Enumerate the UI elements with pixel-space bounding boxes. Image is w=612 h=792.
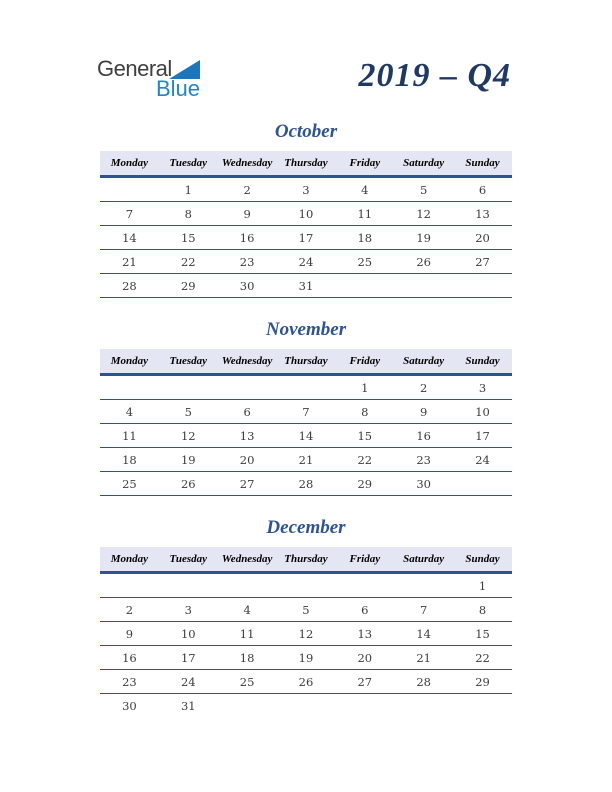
week-row: [100, 472, 512, 496]
week-row: [100, 448, 512, 472]
calendar-cell: 16: [218, 226, 277, 250]
calendar-cell: 11: [218, 622, 277, 646]
logo-text-blue: Blue: [155, 76, 200, 101]
weekday-header-row: [100, 349, 512, 375]
calendar-cell: 15: [453, 622, 512, 646]
calendar-cell: 5: [159, 400, 218, 424]
calendar-cell: 6: [335, 598, 394, 622]
calendar-cell: 2: [100, 598, 159, 622]
week-row: [100, 250, 512, 274]
calendar-cell: 19: [159, 448, 218, 472]
page-title: 2019 – Q4: [358, 57, 511, 94]
week-row: [100, 622, 512, 646]
calendar-cell: 10: [453, 400, 512, 424]
calendar-cell: 17: [159, 646, 218, 670]
calendar-cell: [453, 472, 512, 496]
week-row: [100, 573, 512, 598]
calendar-cell: [277, 375, 336, 400]
calendar-cell: [159, 375, 218, 400]
weekday-header-cell: Thursday: [277, 547, 336, 573]
calendar-cell: 8: [453, 598, 512, 622]
calendar-cell: [277, 694, 336, 718]
weekday-header-cell: Tuesday: [159, 349, 218, 375]
page-header: [97, 58, 511, 108]
calendar-cell: 30: [122, 698, 137, 713]
calendar-cell: 25: [100, 472, 159, 496]
calendar-cell: 27: [218, 472, 277, 496]
month-title: October: [274, 121, 338, 142]
calendar-cell: 21: [100, 250, 159, 274]
calendar-cell: 14: [277, 424, 336, 448]
weekday-header-cell: Monday: [100, 547, 159, 573]
calendar-cell: 22: [159, 250, 218, 274]
calendar-cell: [453, 274, 512, 298]
weekday-header-cell: Sunday: [453, 547, 512, 573]
logo-text-general: General: [97, 56, 172, 81]
weekday-header-cell: Saturday: [394, 349, 453, 375]
calendar-cell: 2: [394, 375, 453, 400]
week-row: [100, 274, 512, 298]
calendar-cell: 29: [335, 472, 394, 496]
calendar-cell: 22: [335, 448, 394, 472]
calendar-cell: 8: [159, 202, 218, 226]
calendar-cell: 17: [277, 226, 336, 250]
calendar-cell: [218, 573, 277, 598]
weekday-header-cell: Friday: [335, 349, 394, 375]
calendar-cell: 24: [159, 670, 218, 694]
calendar-cell: 28: [277, 472, 336, 496]
week-row: [100, 670, 512, 694]
calendar-cell: 10: [277, 202, 336, 226]
calendar-cell: 26: [394, 250, 453, 274]
calendar-cell: 24: [277, 250, 336, 274]
calendar-cell: 23: [100, 670, 159, 694]
month-section: [100, 319, 512, 496]
month-section: [100, 517, 512, 717]
calendar-cell: 19: [394, 226, 453, 250]
calendar-cell: 4: [335, 177, 394, 202]
calendar-cell: 16: [394, 424, 453, 448]
weekday-header-row: [100, 547, 512, 573]
months-container: [100, 121, 512, 717]
calendar-cell: 6: [218, 400, 277, 424]
calendar-cell: [335, 274, 394, 298]
calendar-cell: 22: [453, 646, 512, 670]
calendar-cell: [159, 573, 218, 598]
calendar-cell: 4: [100, 400, 159, 424]
calendar-cell: 23: [394, 448, 453, 472]
calendar-cell: [100, 573, 159, 598]
calendar-cell: 9: [218, 202, 277, 226]
calendar-cell: 12: [394, 202, 453, 226]
calendar-cell: 20: [218, 448, 277, 472]
calendar-cell: 16: [100, 646, 159, 670]
calendar-cell: 12: [277, 622, 336, 646]
calendar-cell: 31: [277, 274, 336, 298]
calendar-cell: [277, 573, 336, 598]
calendar-cell: 9: [394, 400, 453, 424]
calendar-cell: [394, 694, 453, 718]
week-row: [100, 694, 512, 718]
calendar-cell: [394, 573, 453, 598]
month-section: [100, 121, 512, 298]
weekday-header-cell: Monday: [100, 151, 159, 177]
calendar-cell: 2: [218, 177, 277, 202]
week-row: [100, 202, 512, 226]
calendar-table: [100, 547, 512, 717]
calendar-cell: 7: [394, 598, 453, 622]
calendar-cell: [100, 177, 159, 202]
calendar-cell: 5: [394, 177, 453, 202]
weekday-header-cell: Friday: [335, 547, 394, 573]
weekday-header-cell: Sunday: [453, 151, 512, 177]
calendar-cell: 20: [335, 646, 394, 670]
calendar-cell: 28: [100, 274, 159, 298]
calendar-cell: 11: [100, 424, 159, 448]
calendar-cell: 11: [335, 202, 394, 226]
weekday-header-cell: Wednesday: [218, 349, 277, 375]
calendar-cell: 21: [394, 646, 453, 670]
calendar-cell: 7: [100, 202, 159, 226]
calendar-cell: 23: [218, 250, 277, 274]
weekday-header-cell: Wednesday: [218, 547, 277, 573]
calendar-cell: 13: [453, 202, 512, 226]
weekday-header-cell: Wednesday: [218, 151, 277, 177]
calendar-cell: 3: [159, 598, 218, 622]
calendar-cell: 1: [453, 573, 512, 598]
calendar-cell: 18: [335, 226, 394, 250]
calendar-cell: [218, 375, 277, 400]
calendar-cell: 1: [335, 375, 394, 400]
week-row: [100, 226, 512, 250]
calendar-cell: 21: [277, 448, 336, 472]
calendar-cell: 24: [453, 448, 512, 472]
calendar-cell: 3: [277, 177, 336, 202]
calendar-cell: 18: [218, 646, 277, 670]
calendar-cell: 15: [335, 424, 394, 448]
calendar-cell: 26: [277, 670, 336, 694]
week-row: [100, 424, 512, 448]
calendar-cell: 10: [159, 622, 218, 646]
calendar-cell: 20: [453, 226, 512, 250]
calendar-cell: 27: [453, 250, 512, 274]
week-row: [100, 375, 512, 400]
calendar-cell: [100, 375, 159, 400]
weekday-header-row: [100, 151, 512, 177]
calendar-cell: 25: [218, 670, 277, 694]
calendar-table: [100, 349, 512, 496]
calendar-cell: [218, 694, 277, 718]
weekday-header-cell: Tuesday: [159, 547, 218, 573]
calendar-cell: 9: [100, 622, 159, 646]
week-row: [100, 598, 512, 622]
week-row: [100, 400, 512, 424]
calendar-cell: 29: [159, 274, 218, 298]
calendar-cell: 7: [277, 400, 336, 424]
weekday-header-cell: Monday: [100, 349, 159, 375]
week-row: [100, 177, 512, 202]
calendar-cell: 14: [394, 622, 453, 646]
weekday-header-cell: Thursday: [277, 349, 336, 375]
calendar-cell: 17: [453, 424, 512, 448]
calendar-cell: [335, 694, 394, 718]
weekday-header-cell: Tuesday: [159, 151, 218, 177]
calendar-cell: 15: [159, 226, 218, 250]
calendar-cell: [453, 694, 512, 718]
calendar-cell: 31: [180, 698, 196, 713]
weekday-header-cell: Thursday: [277, 151, 336, 177]
week-row: [100, 646, 512, 670]
calendar-cell: 30: [394, 472, 453, 496]
month-title: November: [265, 319, 347, 340]
weekday-header-cell: Friday: [335, 151, 394, 177]
calendar-cell: 8: [335, 400, 394, 424]
weekday-header-cell: Saturday: [394, 151, 453, 177]
calendar-cell: 14: [100, 226, 159, 250]
calendar-cell: 26: [159, 472, 218, 496]
calendar-cell: 29: [453, 670, 512, 694]
calendar-cell: [335, 573, 394, 598]
weekday-header-cell: Sunday: [453, 349, 512, 375]
calendar-cell: 27: [335, 670, 394, 694]
calendar-cell: 4: [218, 598, 277, 622]
month-title: December: [266, 517, 346, 538]
calendar-cell: 19: [277, 646, 336, 670]
calendar-cell: 25: [335, 250, 394, 274]
calendar-cell: 30: [218, 274, 277, 298]
calendar-cell: 3: [453, 375, 512, 400]
weekday-header-cell: Saturday: [394, 547, 453, 573]
calendar-cell: 13: [218, 424, 277, 448]
general-blue-logo: [97, 58, 201, 108]
calendar-cell: 5: [277, 598, 336, 622]
calendar-cell: 1: [159, 177, 218, 202]
calendar-table: [100, 151, 512, 298]
calendar-cell: 18: [100, 448, 159, 472]
calendar-cell: [394, 274, 453, 298]
calendar-cell: 12: [159, 424, 218, 448]
calendar-cell: 6: [453, 177, 512, 202]
calendar-cell: 13: [335, 622, 394, 646]
calendar-cell: 28: [394, 670, 453, 694]
